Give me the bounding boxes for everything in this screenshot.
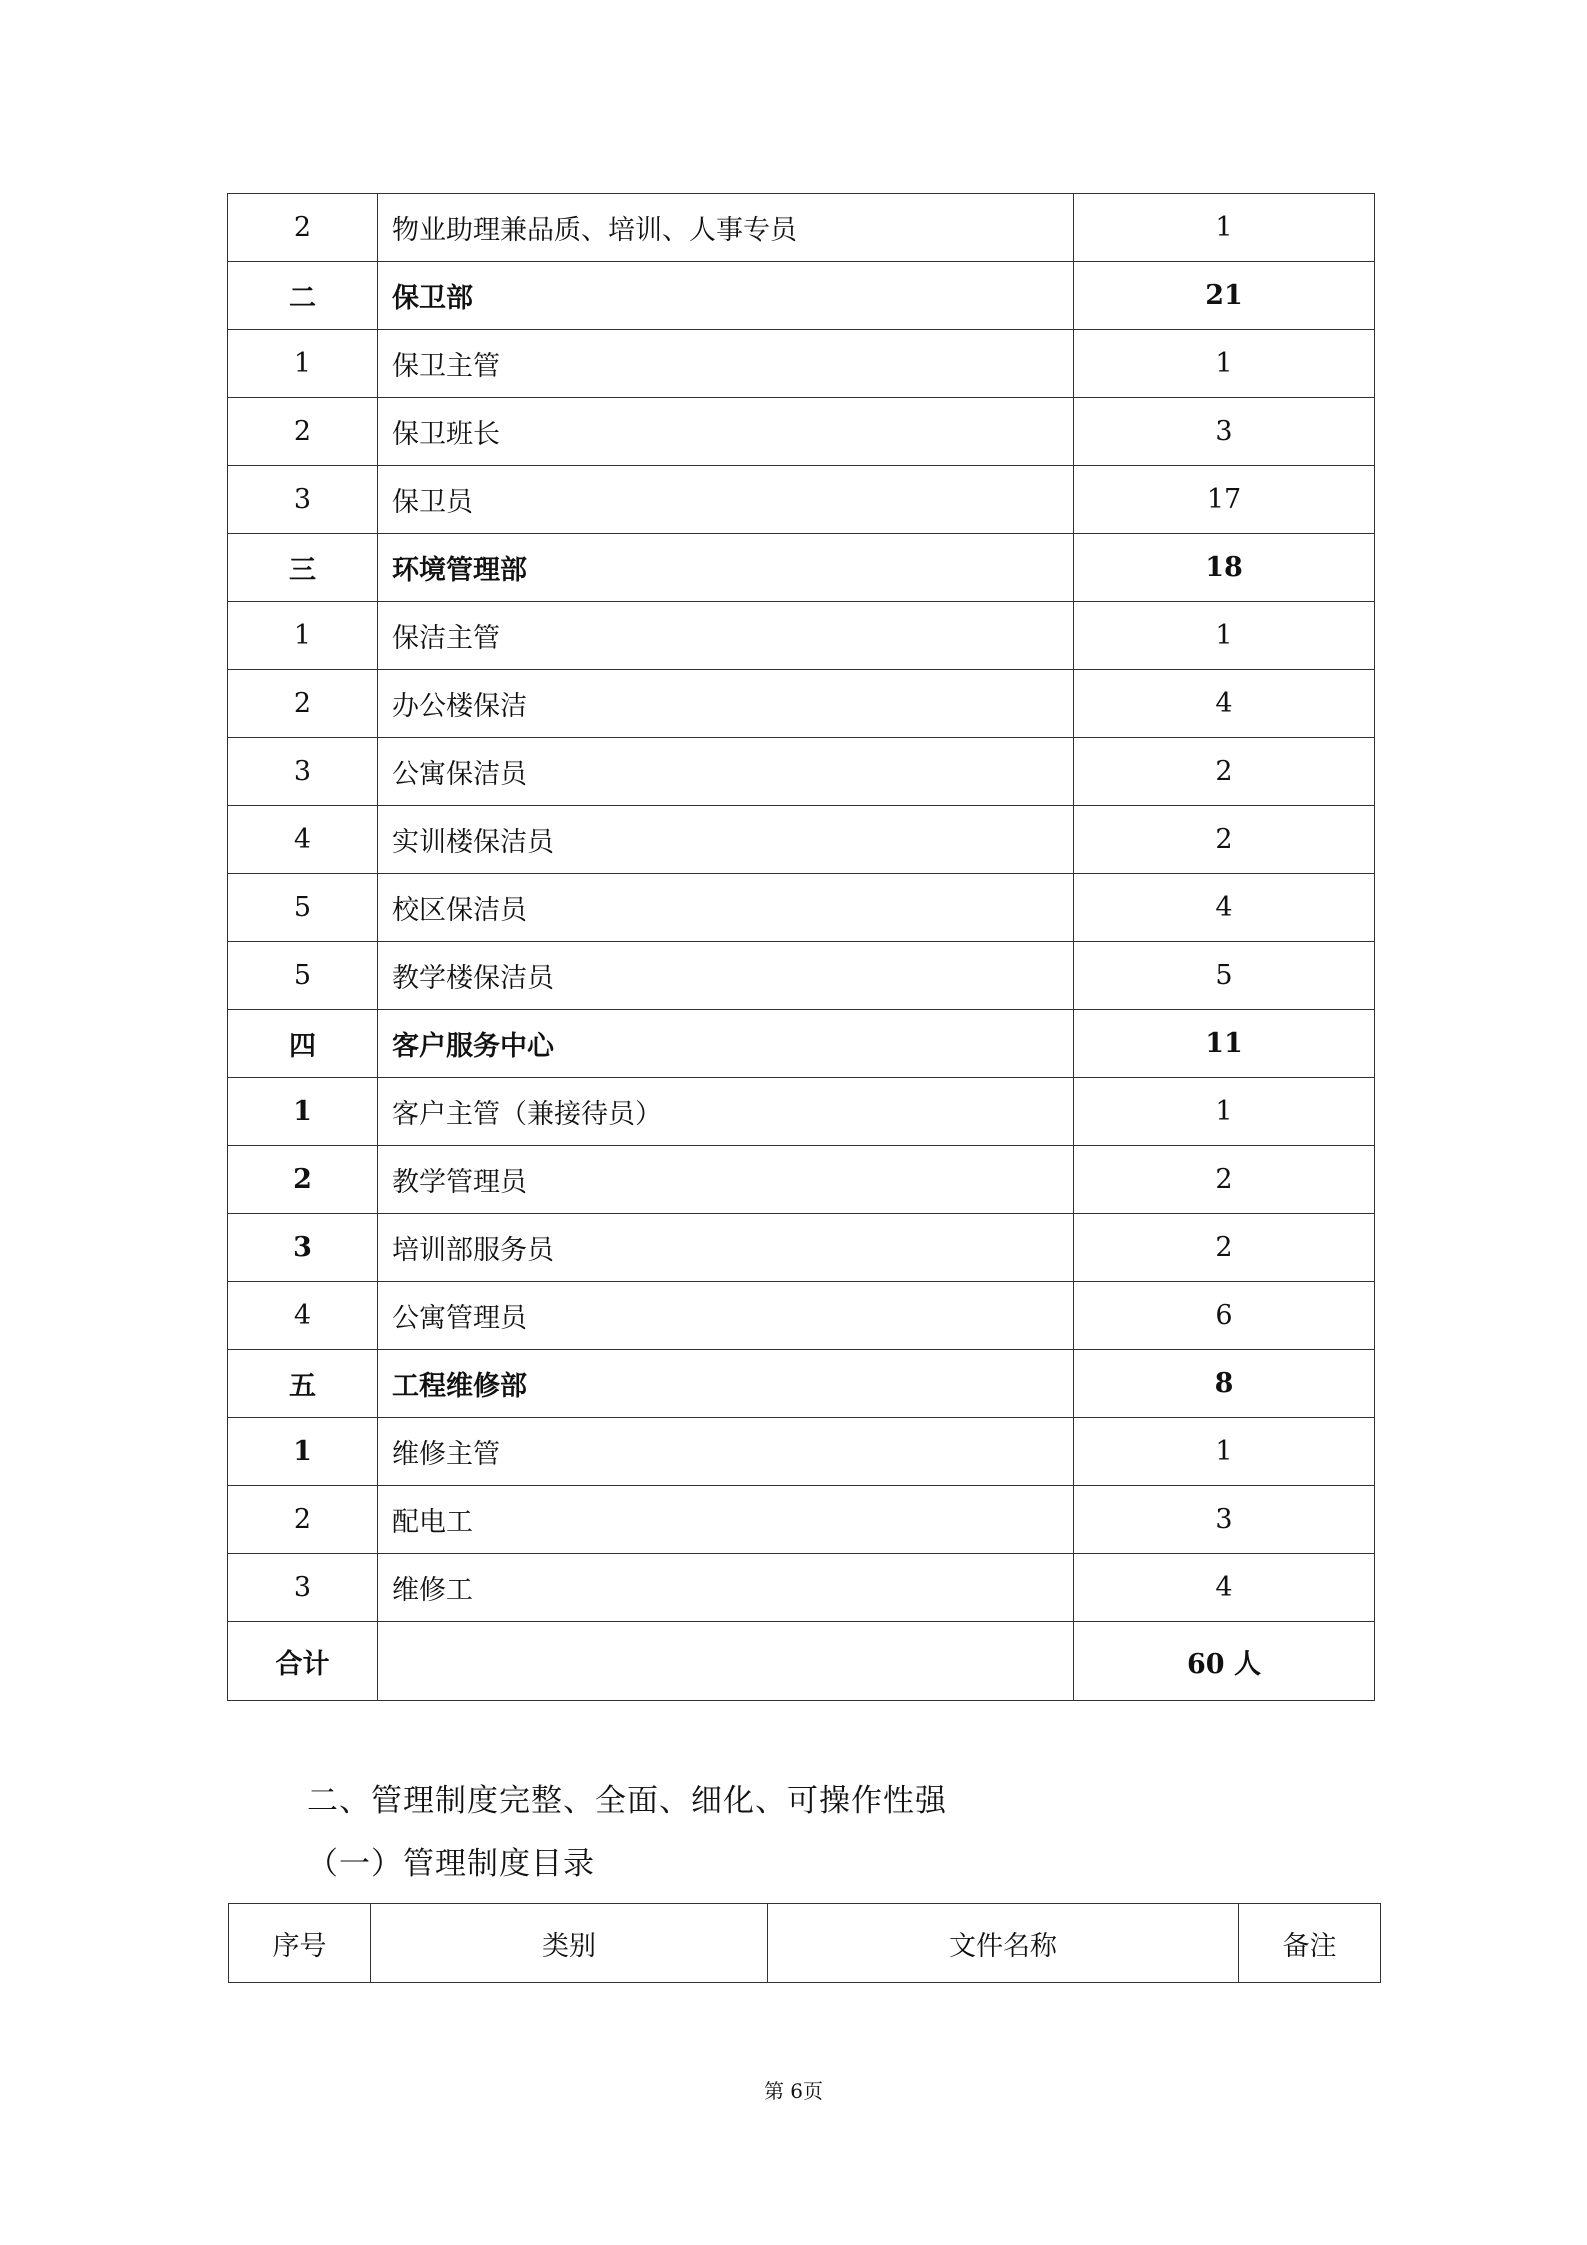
row-number: 2: [228, 194, 378, 262]
position-name: 保卫部: [378, 262, 1074, 330]
table-row: [228, 194, 1375, 262]
position-name: 保卫员: [378, 466, 1074, 534]
headcount: 17: [1074, 466, 1375, 534]
department-row: [228, 1350, 1375, 1418]
table-row: [228, 1214, 1375, 1282]
table-row: [228, 1146, 1375, 1214]
row-number: 三: [228, 534, 378, 602]
row-number: 5: [228, 942, 378, 1010]
row-number: 2: [228, 1146, 378, 1214]
headcount: 18: [1074, 534, 1375, 602]
total-name: [378, 1622, 1074, 1701]
headcount: 4: [1074, 670, 1375, 738]
section-heading: 二、管理制度完整、全面、细化、可操作性强: [307, 1783, 947, 1819]
table-row: [228, 1418, 1375, 1486]
table-row: [228, 602, 1375, 670]
department-row: [228, 1010, 1375, 1078]
position-name: 环境管理部: [378, 534, 1074, 602]
position-name: 保卫班长: [378, 398, 1074, 466]
position-name: 培训部服务员: [378, 1214, 1074, 1282]
table-row: [228, 738, 1375, 806]
row-number: 二: [228, 262, 378, 330]
table-row: [228, 1554, 1375, 1622]
total-headcount: 60 人: [1074, 1622, 1375, 1701]
position-name: 物业助理兼品质、培训、人事专员: [378, 194, 1074, 262]
department-row: [228, 534, 1375, 602]
headcount: 5: [1074, 942, 1375, 1010]
staffing-table-body: [228, 194, 1375, 1701]
row-number: 1: [228, 1418, 378, 1486]
table-row: [228, 1078, 1375, 1146]
department-row: [228, 262, 1375, 330]
regulation-catalog-table: [228, 1903, 1381, 1983]
headcount: 1: [1074, 1418, 1375, 1486]
headcount: 1: [1074, 330, 1375, 398]
headcount: 6: [1074, 1282, 1375, 1350]
position-name: 客户服务中心: [378, 1010, 1074, 1078]
table-row: [228, 1486, 1375, 1554]
row-number: 四: [228, 1010, 378, 1078]
position-name: 办公楼保洁: [378, 670, 1074, 738]
catalog-header-remarks: 备注: [1239, 1904, 1381, 1983]
position-name: 保洁主管: [378, 602, 1074, 670]
table-row: [228, 874, 1375, 942]
row-number: 4: [228, 1282, 378, 1350]
row-number: 五: [228, 1350, 378, 1418]
row-number: 3: [228, 466, 378, 534]
position-name: 校区保洁员: [378, 874, 1074, 942]
position-name: 配电工: [378, 1486, 1074, 1554]
table-row: [228, 466, 1375, 534]
headcount: 2: [1074, 806, 1375, 874]
row-number: 2: [228, 670, 378, 738]
table-row: [228, 942, 1375, 1010]
table-row: [228, 1282, 1375, 1350]
position-name: 维修主管: [378, 1418, 1074, 1486]
row-number: 3: [228, 1554, 378, 1622]
headcount: 2: [1074, 1214, 1375, 1282]
headcount: 4: [1074, 1554, 1375, 1622]
headcount: 1: [1074, 602, 1375, 670]
headcount: 3: [1074, 1486, 1375, 1554]
position-name: 实训楼保洁员: [378, 806, 1074, 874]
table-row: [228, 330, 1375, 398]
sub-heading: （一）管理制度目录: [307, 1846, 595, 1882]
headcount: 1: [1074, 194, 1375, 262]
catalog-header-row: [229, 1904, 1381, 1983]
row-number: 1: [228, 602, 378, 670]
position-name: 保卫主管: [378, 330, 1074, 398]
position-name: 客户主管（兼接待员）: [378, 1078, 1074, 1146]
headcount: 3: [1074, 398, 1375, 466]
position-name: 公寓保洁员: [378, 738, 1074, 806]
position-name: 教学楼保洁员: [378, 942, 1074, 1010]
headcount: 2: [1074, 738, 1375, 806]
headcount: 11: [1074, 1010, 1375, 1078]
row-number: 2: [228, 1486, 378, 1554]
position-name: 公寓管理员: [378, 1282, 1074, 1350]
row-number: 5: [228, 874, 378, 942]
position-name: 教学管理员: [378, 1146, 1074, 1214]
catalog-header-no: 序号: [229, 1904, 371, 1983]
row-number: 3: [228, 1214, 378, 1282]
staffing-table: [227, 193, 1375, 1701]
table-row: [228, 398, 1375, 466]
catalog-header-category: 类别: [371, 1904, 768, 1983]
headcount: 21: [1074, 262, 1375, 330]
position-name: 维修工: [378, 1554, 1074, 1622]
headcount: 2: [1074, 1146, 1375, 1214]
row-number: 1: [228, 330, 378, 398]
headcount: 1: [1074, 1078, 1375, 1146]
catalog-header-file-name: 文件名称: [768, 1904, 1239, 1983]
total-label: 合计: [228, 1622, 378, 1701]
table-row: [228, 670, 1375, 738]
position-name: 工程维修部: [378, 1350, 1074, 1418]
total-row: [228, 1622, 1375, 1701]
page-number: 第 6页: [763, 2079, 824, 2103]
table-row: [228, 806, 1375, 874]
row-number: 3: [228, 738, 378, 806]
headcount: 8: [1074, 1350, 1375, 1418]
row-number: 4: [228, 806, 378, 874]
row-number: 2: [228, 398, 378, 466]
headcount: 4: [1074, 874, 1375, 942]
row-number: 1: [228, 1078, 378, 1146]
